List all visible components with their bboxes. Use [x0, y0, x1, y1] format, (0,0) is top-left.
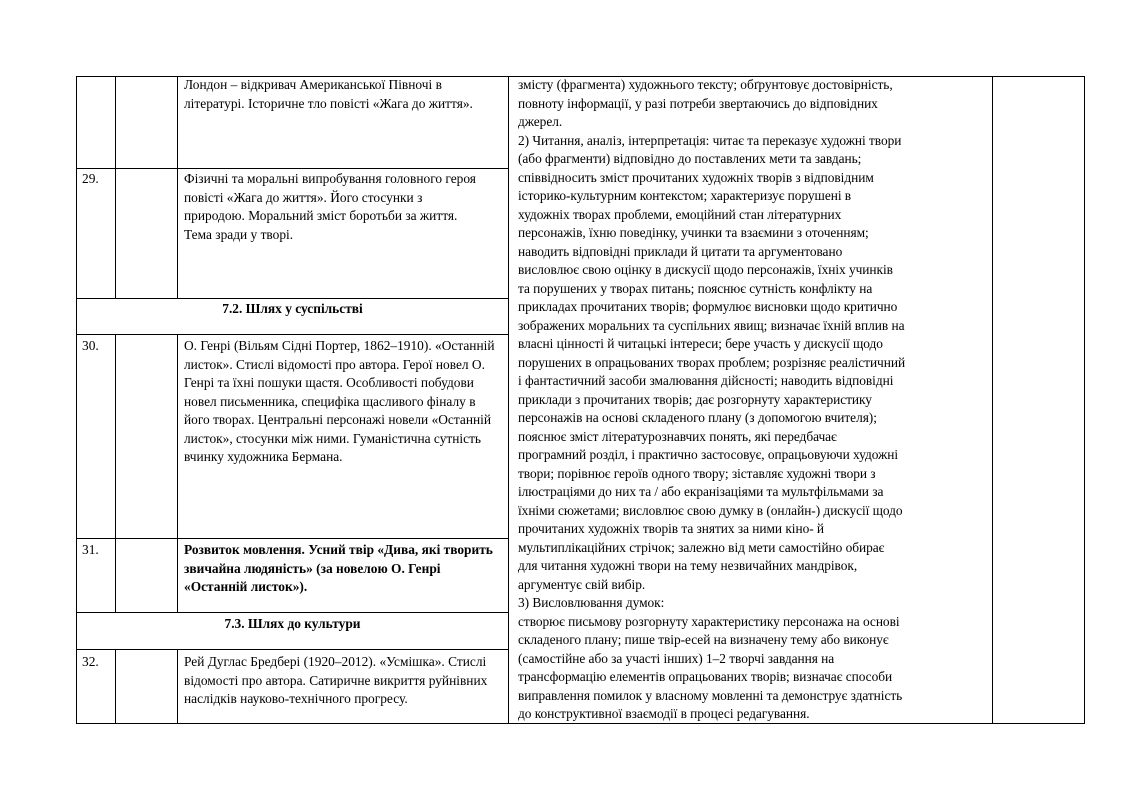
curriculum-table	[76, 76, 1085, 724]
row29-topic: Фізичні та моральні випробування головного героя повісті «Жага до життя». Його стосунки з природою. Моральний зміст боротьби за життя. Тема зради у творі.	[184, 171, 476, 242]
outcome-line: аргументує свій вибір.	[518, 576, 646, 592]
outcome-line: приклади з прочитаних творів; дає розгорнуту характеристику	[518, 391, 872, 407]
outcome-line: (самостійне або за участі інших) 1–2 творчі завдання на	[518, 650, 835, 666]
outcome-line: твори; порівнює героїв одного твору; зіставляє художні твори з	[518, 465, 876, 481]
row30-topic: О. Генрі (Вільям Сідні Портер, 1862–1910). «Останній листок». Стислі відомості про автора. Герої новел О. Генрі та їхні пошуки щастя. Особливості побудови новел письменника, специфіка щасливого фіналу в його творах. Центральні персонажі новели «Останній листок», стосунки між ними. Гуманістична сутність вчинку художника Бермана.	[184, 338, 495, 464]
outcome-line: мультиплікаційних стрічок; залежно від мети самостійно обирає	[518, 539, 885, 555]
row32-topic: Рей Дуглас Бредбері (1920–2012). «Усмішка». Стислі відомості про автора. Сатиричне викриття руйнівних наслідків науково-технічного прогресу.	[184, 654, 488, 706]
row29-number: 29.	[82, 171, 99, 186]
outcome-line: програмний розділ, і практично застосовує, опрацьовуючи художні	[518, 447, 899, 462]
outcome-line: наводить відповідні приклади й цитати та аргументовано	[518, 243, 843, 259]
row32-number: 32.	[82, 654, 99, 669]
outcome-line: ілюстраціями до них та / або екранізаціями та мультфільмами за	[518, 484, 884, 499]
outcome-line: їхніми сюжетами; висловлює свою думку в (онлайн-) дискусії щодо	[518, 502, 903, 518]
outcome-line: трансформацію елементів опрацьованих творів; визначає способи	[518, 669, 893, 684]
outcome-line: прочитаних художніх творів та знятих за ними кіно- й	[518, 521, 825, 536]
col-divider-2c	[177, 649, 178, 724]
outcome-line: складеного плану; пише твір-есей на визначену тему або виконує	[518, 632, 889, 647]
outcome-line: прикладах прочитаних творів; формулює висновки щодо критично	[518, 299, 898, 314]
row31-topic: Розвиток мовлення. Усний твір «Дива, які творить звичайна людяність» (за новелою О. Генрі «Останній листок»).	[184, 542, 493, 594]
row-divider-29-s72	[76, 298, 509, 299]
col-divider-2a	[177, 76, 178, 298]
col-divider-4	[992, 76, 993, 724]
outcome-line: персонажів на основі складеного плану (з допомогою вчителя);	[518, 410, 877, 425]
outcome-line: до конструктивної взаємодії в процесі редагування.	[518, 706, 810, 721]
row-divider-30-31	[76, 538, 509, 539]
outcome-line: (або фрагменти) відповідно до поставлених мети та завдань;	[518, 151, 862, 166]
section-7-2-heading: 7.2. Шлях у суспільстві	[222, 301, 363, 316]
learning-outcomes	[518, 76, 992, 724]
outcome-line: створює письмову розгорнуту характеристику персонажа на основі	[518, 613, 900, 629]
col-divider-1b	[115, 334, 116, 612]
col-divider-1c	[115, 649, 116, 724]
row-divider-s72-30	[76, 334, 509, 335]
outcome-line: художніх творах проблеми, емоційний стан літературних	[518, 206, 842, 222]
outcome-line: і фантастичний засоби змалювання дійсності; наводить відповідні	[518, 373, 894, 388]
section-7-3-heading: 7.3. Шлях до культури	[224, 616, 361, 631]
row30-number: 30.	[82, 338, 99, 353]
row31-number: 31.	[82, 542, 99, 557]
row28-topic: Лондон – відкривач Американської Півночі в літературі. Історичне тло повісті «Жага до життя».	[184, 77, 473, 111]
row-divider-31-s73	[76, 612, 509, 613]
outcome-line: 3) Висловлювання думок:	[518, 595, 665, 610]
outcome-line: джерел.	[518, 114, 563, 129]
outcome-line: порушених в опрацьованих творах проблем; розрізняє реалістичний	[518, 354, 906, 370]
col-divider-1a	[115, 76, 116, 298]
outcome-line: пояснює зміст літературознавчих понять, які передбачає	[518, 428, 837, 444]
outcome-line: зображених моральних та суспільних явищ; визначає їхній вплив на	[518, 317, 905, 333]
outcome-line: персонажів, їхню поведінку, учинки та взаємини з оточенням;	[518, 225, 869, 240]
outcome-line: та порушених у творах питань; пояснює сутність конфлікту на	[518, 280, 873, 296]
row-divider-s73-32	[76, 649, 509, 650]
outcome-line: змісту (фрагмента) художнього тексту; обґрунтовує достовірність,	[518, 77, 893, 92]
outcome-line: співвідносить зміст прочитаних художніх творів з відповідним	[518, 169, 874, 185]
outcome-line: повноту інформації, у разі потреби звертаючись до відповідних	[518, 95, 878, 111]
outcome-line: власні цінності й читацькі інтереси; бере участь у дискусії щодо	[518, 336, 883, 351]
outcome-line: висловлює свою оцінку в дискусії щодо персонажів, їхніх учинків	[518, 262, 893, 277]
col-divider-2b	[177, 334, 178, 612]
outcome-line: історико-культурним контекстом; характеризує порушені в	[518, 188, 852, 203]
outcome-line: для читання художні твори на тему незвичайних мандрівок,	[518, 558, 858, 573]
table-border-right	[1084, 76, 1085, 724]
row-divider-28-29	[76, 168, 509, 169]
outcome-line: виправлення помилок у власному мовленні та демонструє здатність	[518, 687, 903, 703]
outcome-line: 2) Читання, аналіз, інтерпретація: читає та переказує художні твори	[518, 132, 902, 148]
